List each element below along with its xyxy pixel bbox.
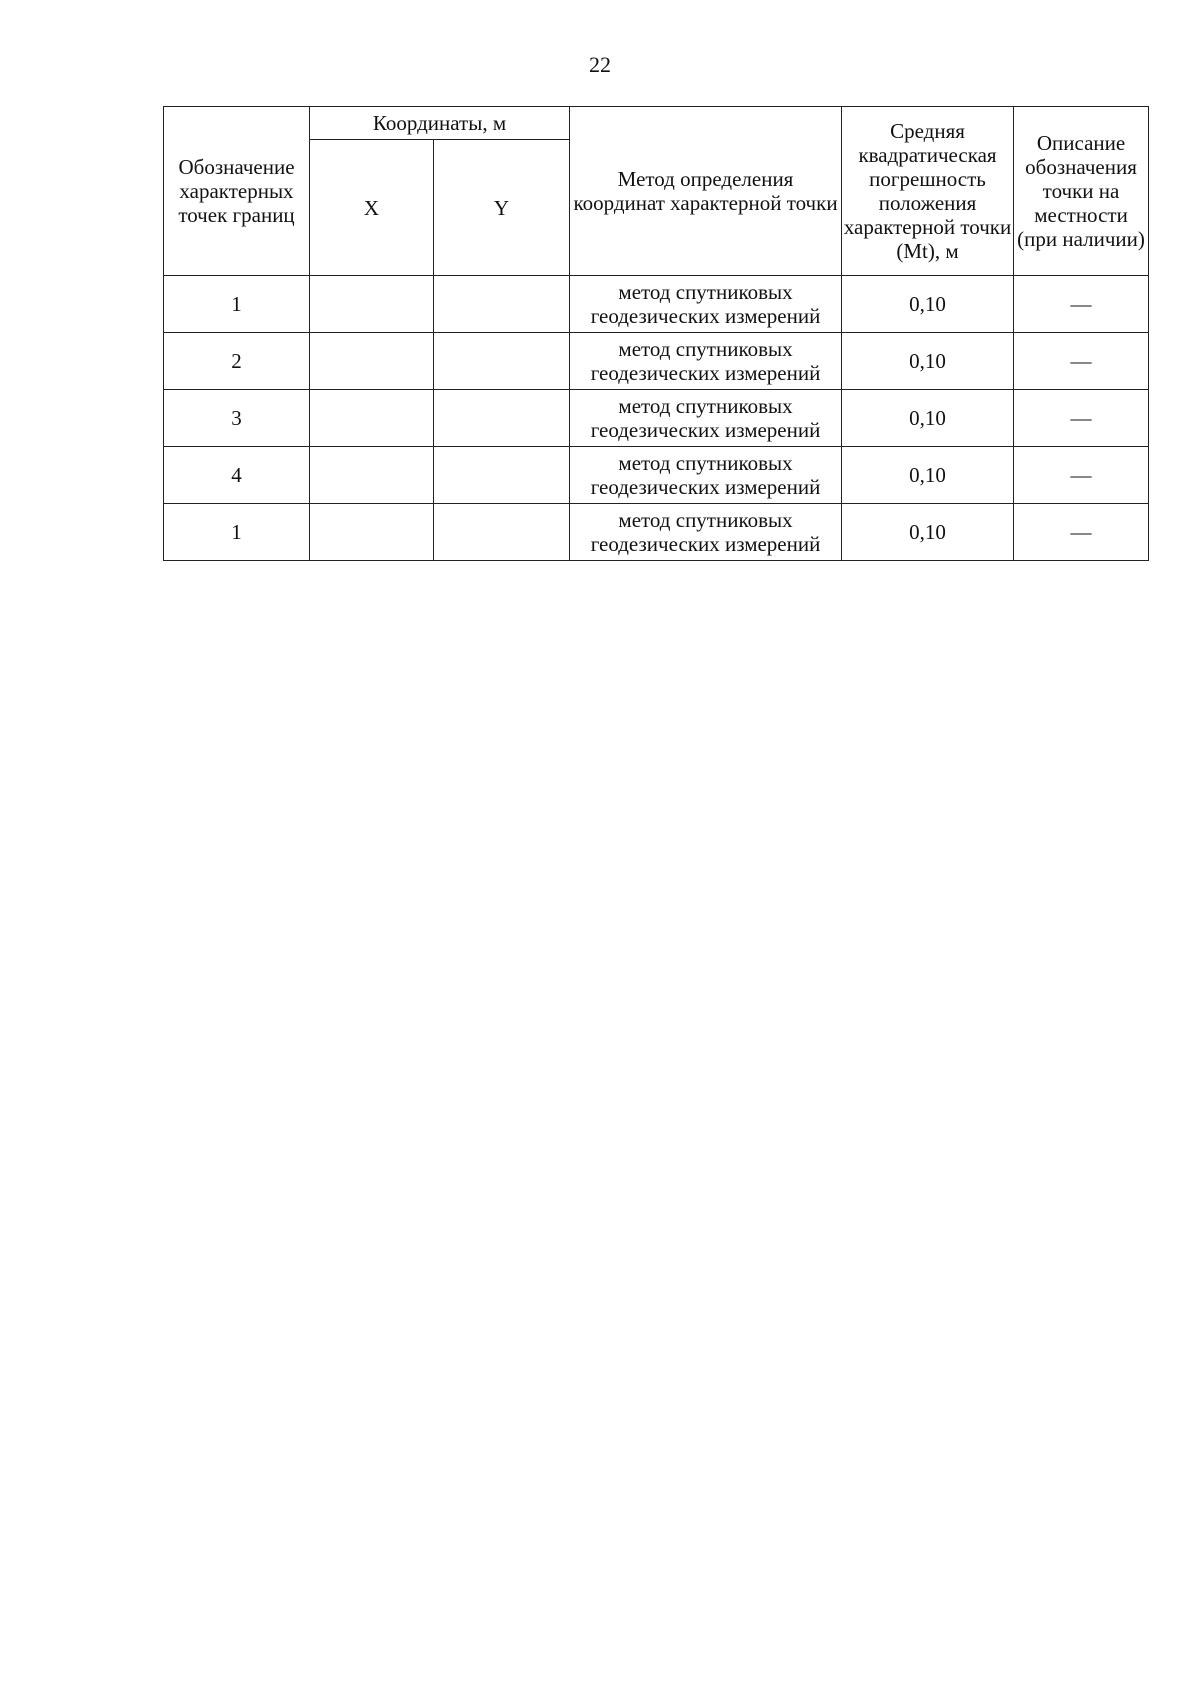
table-row <box>164 504 1149 561</box>
cell-error: 0,10 <box>842 447 1014 504</box>
header-point-label: Обозначение характерных точек границ <box>164 107 310 276</box>
cell-x <box>310 447 434 504</box>
table-header <box>164 107 1149 276</box>
cell-point: 1 <box>164 504 310 561</box>
cell-point: 1 <box>164 276 310 333</box>
cell-y <box>434 447 570 504</box>
cell-point: 2 <box>164 333 310 390</box>
cell-error: 0,10 <box>842 390 1014 447</box>
cell-x <box>310 276 434 333</box>
cell-x <box>310 390 434 447</box>
cell-description: — <box>1014 333 1149 390</box>
cell-x <box>310 504 434 561</box>
cell-description: — <box>1014 276 1149 333</box>
cell-x <box>310 333 434 390</box>
header-error: Средняя квадратическая погрешность положения характерной точки (Mt), м <box>842 107 1014 276</box>
cell-y <box>434 390 570 447</box>
cell-y <box>434 504 570 561</box>
cell-method: метод спутниковых геодезических измерений <box>570 390 842 447</box>
cell-error: 0,10 <box>842 333 1014 390</box>
header-method: Метод определения координат характерной точки <box>570 107 842 276</box>
cell-point: 4 <box>164 447 310 504</box>
table-row <box>164 276 1149 333</box>
cell-description: — <box>1014 390 1149 447</box>
cell-description: — <box>1014 504 1149 561</box>
cell-method: метод спутниковых геодезических измерений <box>570 504 842 561</box>
cell-y <box>434 276 570 333</box>
cell-method: метод спутниковых геодезических измерений <box>570 333 842 390</box>
header-coordinates: Координаты, м <box>310 107 570 140</box>
table-row <box>164 333 1149 390</box>
cell-error: 0,10 <box>842 276 1014 333</box>
cell-error: 0,10 <box>842 504 1014 561</box>
cell-method: метод спутниковых геодезических измерений <box>570 276 842 333</box>
cell-method: метод спутниковых геодезических измерений <box>570 447 842 504</box>
boundary-points-table <box>163 106 1149 561</box>
header-x: X <box>310 140 434 276</box>
cell-point: 3 <box>164 390 310 447</box>
header-description: Описание обозначения точки на местности (при наличии) <box>1014 107 1149 276</box>
cell-y <box>434 333 570 390</box>
table-body <box>164 276 1149 561</box>
table-row <box>164 390 1149 447</box>
table-row <box>164 447 1149 504</box>
header-y: Y <box>434 140 570 276</box>
page-number: 22 <box>589 52 611 77</box>
cell-description: — <box>1014 447 1149 504</box>
